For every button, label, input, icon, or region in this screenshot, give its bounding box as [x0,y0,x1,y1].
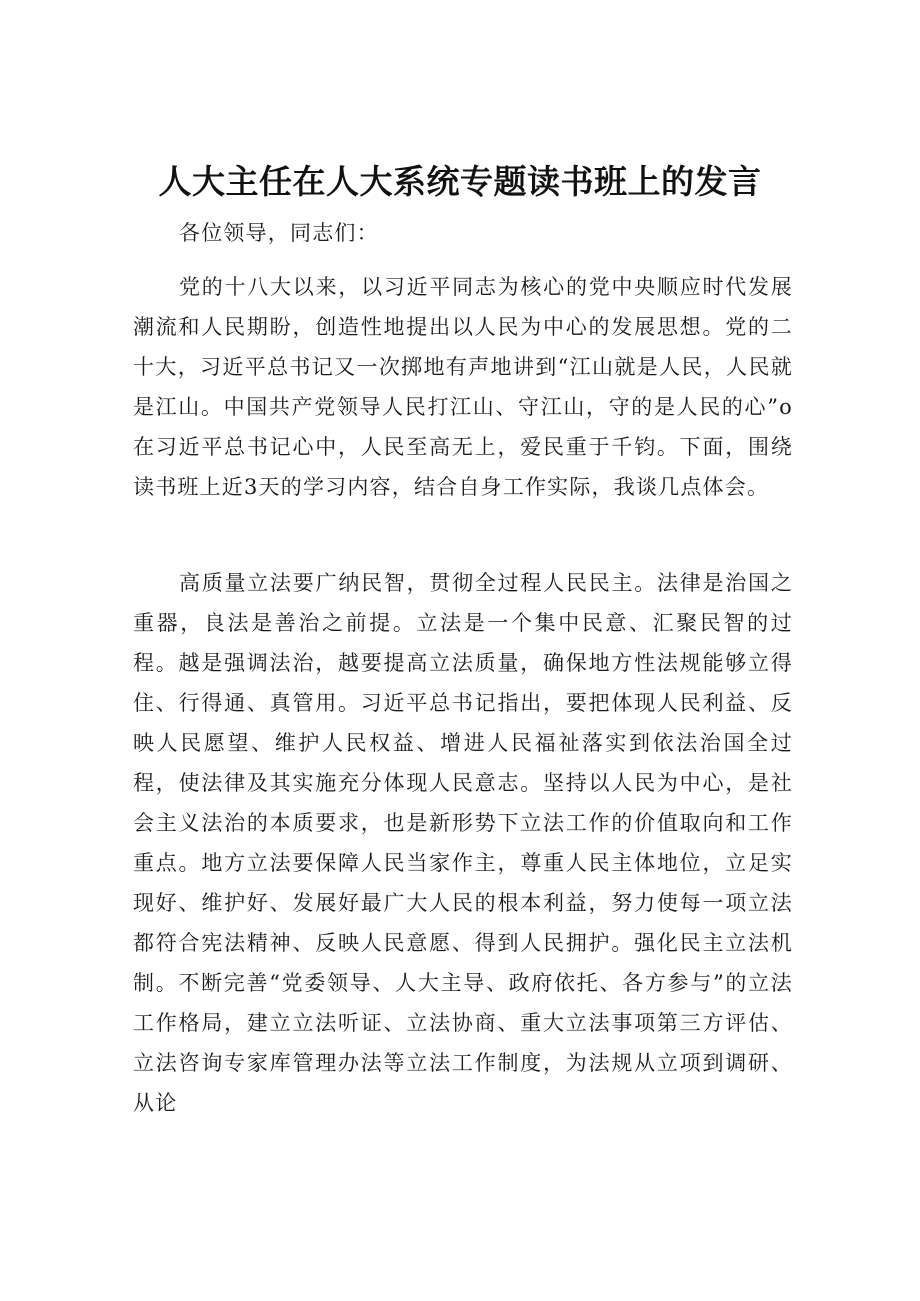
document-title: 人大主任在人大系统专题读书班上的发言 [158,162,762,201]
paragraph-legislation: 高质量立法要广纳民智，贯彻全过程人民民主。法律是治国之重器，良法是善治之前提。立法是一个集中民意、汇聚民智的过程。越是强调法治，越要提高立法质量，确保地方性法规能够立得住、行得通、真管用。习近平总书记指出，要把体现人民利益、反映人民愿望、维护人民权益、增进人民福祉落实到依法治国全过程，使法律及其实施充分体现人民意志。坚持以人民为中心，是社会主义法治的本质要求，也是新形势下立法工作的价值取向和工作重点。地方立法要保障人民当家作主，尊重人民主体地位，立足实现好、维护好、发展好最广大人民的根本利益，努力使每一项立法都符合宪法精神、反映人民意愿、得到人民拥护。强化民主立法机制。不断完善“党委领导、人大主导、政府依托、各方参与”的立法工作格局，建立立法听证、立法协商、重大立法事项第三方评估、立法咨询专家库管理办法等立法工作制度，为法规从立项到调研、从论 [133,571,793,1115]
paragraph-intro: 党的十八大以来，以习近平同志为核心的党中央顺应时代发展潮流和人民期盼，创造性地提出以人民为中心的发展思想。党的二十大，习近平总书记又一次掷地有声地讲到“江山就是人民，人民就是江山。中国共产党领导人民打江山、守江山，守的是人民的心”o在习近平总书记心中，人民至高无上，爱民重于千钧。下面，围绕读书班上近3天的学习内容，结合自身工作实际，我谈几点体会。 [133,275,793,499]
salutation: 各位领导，同志们： [179,221,379,245]
